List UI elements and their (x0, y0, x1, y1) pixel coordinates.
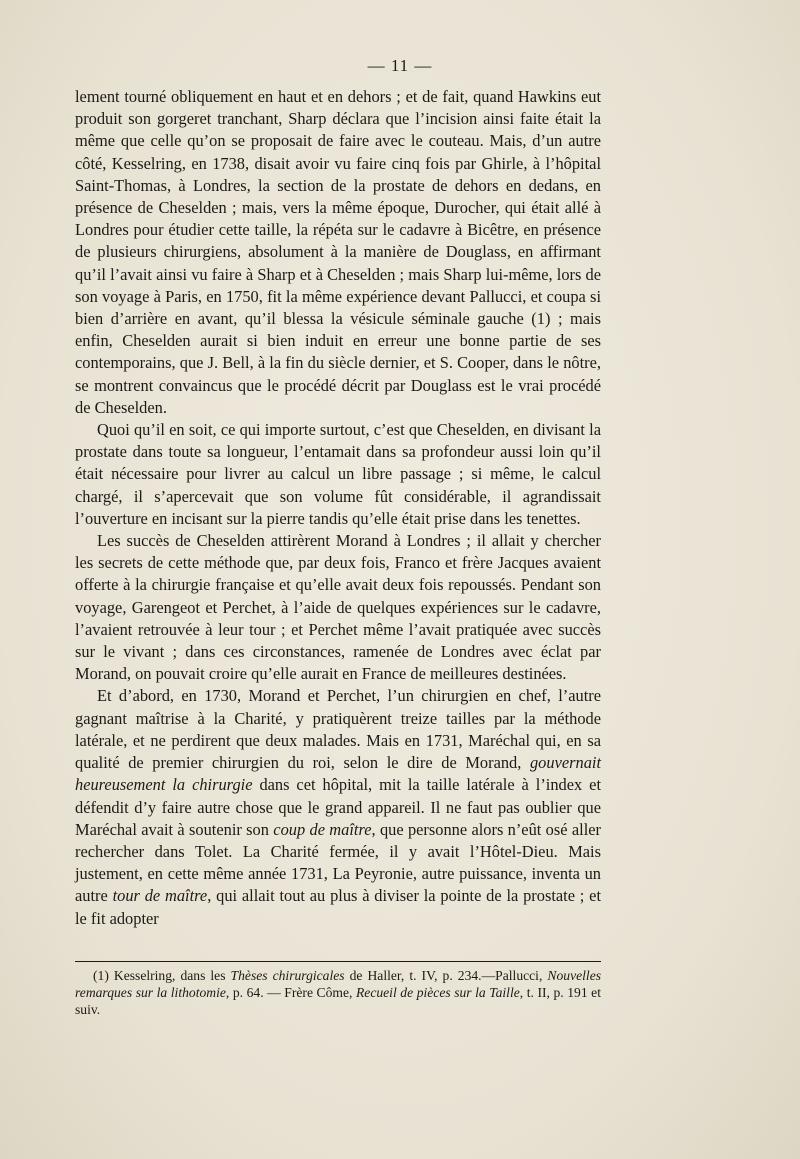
footnote-italic-1: Thèses chirurgicales (230, 968, 345, 983)
footnote-divider (75, 961, 601, 962)
footnote-italic-3: Recueil de pièces sur la Taille (355, 985, 520, 1000)
paragraph-4-italic-1: gouvernait heureusement la chirurgie (75, 753, 601, 795)
footnote (75, 967, 601, 1018)
paragraph-4-text-d: , qui allait tout au plus à diviser la pointe de la prostate ; et le fit adopter (75, 886, 601, 928)
paragraph-2: Quoi qu’il en soit, ce qui importe surtout, c’est que Cheselden, en divisant la prostate dans toute sa longueur, l’entamait dans sa profondeur aussi loin qu’il était nécessaire pour livrer au calcul un libre passage ; si même, le calcul chargé, il s’apercevait que son volume fût considérable, il agrandissait l’ouverture en incisant sur la pierre tandis qu’elle était prise dans les tenettes. (75, 420, 601, 528)
paragraph-4-text-c: , que personne alors n’eût osé aller rechercher dans Tolet. La Charité fermée, il y avait l’Hôtel-Dieu. Mais justement, en cette même année 1731, La Peyronie, autre puissance, inventa un autre (75, 819, 601, 906)
footnote-text-c: , p. 64. — Frère Côme, (225, 985, 356, 1000)
paragraph-4-italic-2: coup de maître (273, 819, 372, 839)
footnote-text-d: , t. II, p. 191 et suiv. (75, 985, 601, 1017)
paragraph-4-text-a: Et d’abord, en 1730, Morand et Perchet, l’un chirurgien en chef, l’autre gagnant maîtrise à la Charité, y pratiquèrent treize tailles par la méthode latérale, et ne perdirent que deux malades. Mais en 1731, Maréchal qui, en sa qualité de premier chirurgien du roi, selon le dire de Morand, (75, 686, 601, 773)
footnote-text-b: de Haller, t. IV, p. 234.—Pallucci, (344, 968, 548, 983)
page-number: — 11 — (367, 56, 433, 75)
paragraph-1: lement tourné obliquement en haut et en dehors ; et de fait, quand Hawkins eut produit son gorgeret tranchant, Sharp déclara que l’incision ainsi faite était la même que celle qu’on se proposait de faire avec le couteau. Mais, d’un autre côté, Kesselring, en 1738, disait avoir vu faire cinq fois par Ghirle, à l’hôpital Saint-Thomas, à Londres, la section de la prostate de dehors en dedans, en présence de Cheselden ; mais, vers la même époque, Durocher, qui était allé à Londres pour étudier cette taille, la répéta sur le cadavre à Bicêtre, en présence de plusieurs chirurgiens, absolument à la manière de Douglass, en affirmant qu’il l’avait ainsi vu faire à Sharp et à Cheselden ; mais Sharp lui-même, lors de son voyage à Paris, en 1750, fit la même expérience devant Pallucci, et coupa si bien d’arrière en avant, qu’il blessa la vésicule séminale gauche (1) ; mais enfin, Cheselden aurait si bien induit en erreur une bonne partie de ses contemporains, que J. Bell, à la fin du siècle dernier, et S. Cooper, dans le nôtre, se montrent convaincus que le procédé décrit par Douglass est le vrai procédé de Cheselden. (75, 87, 601, 417)
footnote-text-a: (1) Kesselring, dans les (93, 968, 231, 983)
paragraph-3: Les succès de Cheselden attirèrent Morand à Londres ; il allait y chercher les secrets de cette méthode que, par deux fois, Franco et frère Jacques avaient offerte à la chirurgie française et qu’elle avait deux fois repoussés. Pendant son voyage, Garengeot et Perchet, à l’aide de quelques expériences sur le cadavre, l’avaient retrouvée à leur tour ; et Perchet même l’avait pratiquée avec succès sur le vivant ; dans ces circonstances, ramenée de Londres avec éclat par Morand, on pouvait croire qu’elle aurait en France de meilleures destinées. (75, 531, 601, 684)
paragraph-4-italic-3: tour de maître (112, 886, 208, 906)
main-text (75, 86, 601, 930)
paragraph-4 (75, 685, 601, 929)
paragraph-4-text-b: dans cet hôpital, mit la taille latérale à l’index et défendit d’y faire autre chose que le grand appareil. Il ne faut pas oublier que Maréchal avait à soutenir son (75, 775, 601, 839)
footnote-italic-2: Nouvelles remarques sur la lithotomie (75, 968, 602, 1000)
footnote-1 (75, 967, 601, 1018)
